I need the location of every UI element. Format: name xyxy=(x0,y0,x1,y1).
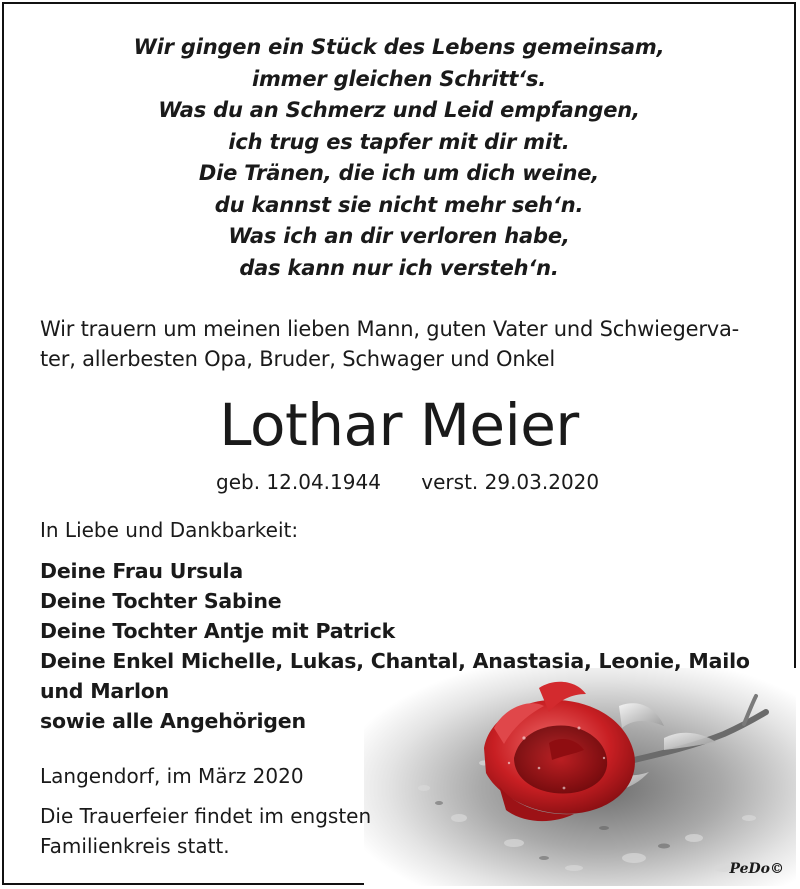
poem-line: Was ich an dir verloren habe, xyxy=(228,224,570,248)
signature: PeDo© xyxy=(729,861,784,877)
poem-line: du kannst sie nicht mehr seh‘n. xyxy=(214,192,584,217)
poem-line: Die Tränen, die ich um dich weine, xyxy=(198,161,600,185)
thanks-line: In Liebe und Dankbarkeit: xyxy=(40,518,299,542)
family-line: und Marlon xyxy=(40,679,170,703)
poem-line: Wir gingen ein Stück des Lebens gemeinsam, xyxy=(133,35,665,59)
deceased-name: Lothar Meier xyxy=(219,391,579,459)
poem-line: ich trug es tapfer mit dir mit. xyxy=(228,129,570,154)
place-date: Langendorf, im März 2020 xyxy=(40,764,304,788)
family-line: Deine Enkel Michelle, Lukas, Chantal, Anastasia, Leonie, Mailo xyxy=(40,649,750,673)
family-list xyxy=(40,556,780,736)
intro-line: ter, allerbesten Opa, Bruder, Schwager und Onkel xyxy=(40,347,556,371)
birth-date: geb. 12.04.1944 xyxy=(216,470,381,494)
family-line: Deine Frau Ursula xyxy=(40,559,243,583)
life-dates xyxy=(216,469,599,495)
poem-line: Was du an Schmerz und Leid empfangen, xyxy=(158,98,640,122)
poem xyxy=(4,32,794,284)
poem-line: das kann nur ich versteh‘n. xyxy=(239,255,559,280)
family-line: Deine Tochter Sabine xyxy=(40,589,282,613)
obituary-notice xyxy=(2,2,796,885)
poem-line: immer gleichen Schritt‘s. xyxy=(251,66,547,91)
funeral-line: Familienkreis statt. xyxy=(40,834,230,858)
funeral-note xyxy=(40,801,371,861)
funeral-line: Die Trauerfeier findet im engsten xyxy=(40,804,372,828)
mourning-intro xyxy=(40,314,770,374)
death-date: verst. 29.03.2020 xyxy=(421,470,600,494)
family-line: Deine Tochter Antje mit Patrick xyxy=(40,619,396,643)
intro-line: Wir trauern um meinen lieben Mann, guten Vater und Schwiegerva- xyxy=(40,317,740,341)
family-line: sowie alle Angehörigen xyxy=(40,709,306,733)
